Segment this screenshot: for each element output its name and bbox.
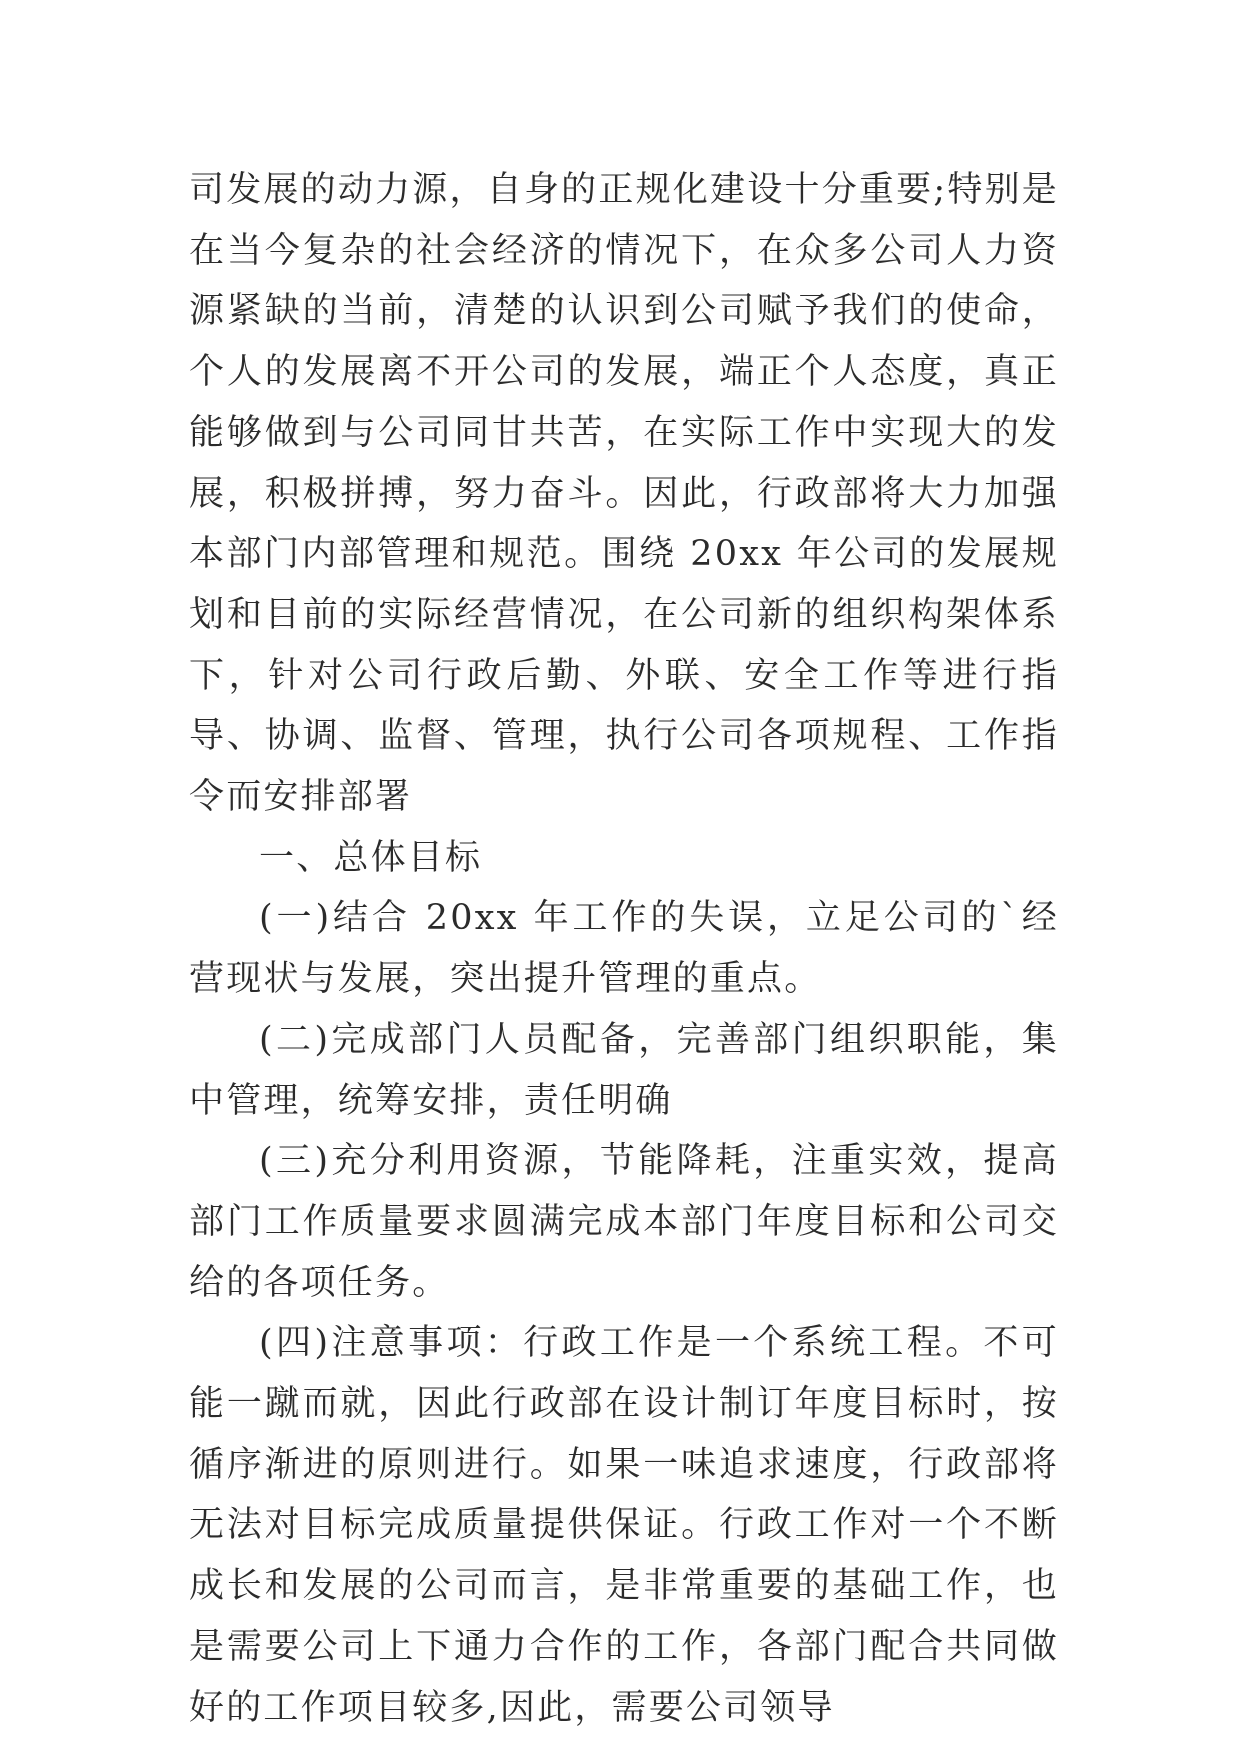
- document-body: [189, 160, 1059, 1738]
- section-heading-overall-goals: 一、总体目标: [259, 837, 483, 878]
- paragraph-intro: 司发展的动力源，自身的正规化建设十分重要;特别是在当今复杂的社会经济的情况下，在众多公司人力资源紧缺的当前，清楚的认识到公司赋予我们的使命，个人的发展离不开公司的发展，端正个人态度，真正能够做到与公司同甘共苦，在实际工作中实现大的发展，积极拼搏，努力奋斗。因此，行政部将大力加强本部门内部管理和规范。围绕 20xx 年公司的发展规划和目前的实际经营情况，在公司新的组织构架体系下，针对公司行政后勤、外联、安全工作等进行指导、协调、监督、管理，执行公司各项规程、工作指令而安排部署: [189, 170, 1059, 818]
- paragraph-goal-1: (一)结合 20xx 年工作的失误，立足公司的`经营现状与发展，突出提升管理的重点。: [189, 898, 1059, 1000]
- paragraph-goal-4-notes: (四)注意事项：行政工作是一个系统工程。不可能一蹴而就，因此行政部在设计制订年度目标时，按循序渐进的原则进行。如果一味追求速度，行政部将无法对目标完成质量提供保证。行政工作对一个不断成长和发展的公司而言，是非常重要的基础工作，也是需要公司上下通力合作的工作，各部门配合共同做好的工作项目较多,因此，需要公司领导: [189, 1323, 1059, 1728]
- paragraph-goal-2: (二)完成部门人员配备，完善部门组织职能，集中管理，统筹安排，责任明确: [189, 1019, 1059, 1121]
- paragraph-goal-3: (三)充分利用资源，节能降耗，注重实效，提高部门工作质量要求圆满完成本部门年度目标和公司交给的各项任务。: [189, 1141, 1059, 1303]
